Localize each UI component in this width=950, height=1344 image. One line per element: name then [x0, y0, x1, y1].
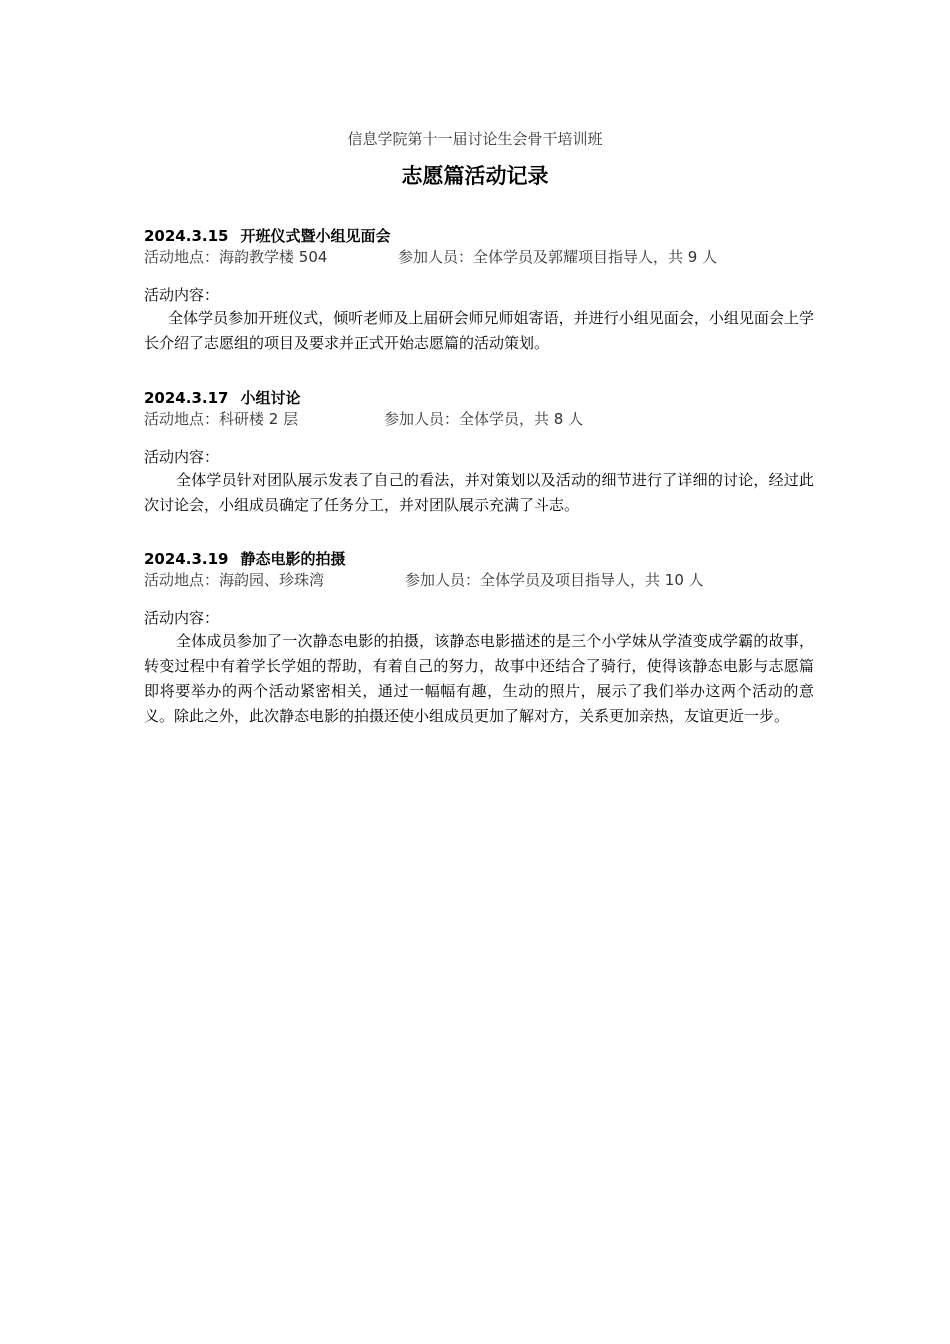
entry-content: 全体学员针对团队展示发表了自己的看法，并对策划以及活动的细节进行了详细的讨论，经过此次讨论会，小组成员确定了任务分工，并对团队展示充满了斗志。: [144, 471, 814, 514]
entry-content: 全体学员参加开班仪式，倾听老师及上届研会师兄师姐寄语，并进行小组见面会，小组见面会上学长介绍了志愿组的项目及要求并正式开始志愿篇的活动策划。: [144, 309, 814, 352]
entry-participants: 参加人员：全体学员及郭耀项目指导人，共 9 人: [398, 248, 718, 266]
activity-entry: [144, 226, 814, 356]
activity-entry: [144, 388, 814, 518]
entry-meta: [144, 246, 814, 268]
entry-location: 活动地点：海韵园、珍珠湾: [144, 571, 325, 589]
entry-participants: 参加人员：全体学员，共 8 人: [384, 410, 584, 428]
entry-heading: [144, 388, 814, 408]
entry-location: 活动地点：海韵教学楼 504: [144, 248, 328, 266]
entry-location: 活动地点：科研楼 2 层: [144, 410, 299, 428]
entry-heading: [144, 549, 814, 569]
entry-content-label: 活动内容：: [144, 286, 220, 304]
document-title: 志愿篇活动记录: [401, 164, 549, 188]
entry-date: 2024.3.15: [144, 227, 229, 245]
entry-meta: [144, 408, 814, 430]
entry-participants: 参加人员：全体学员及项目指导人，共 10 人: [405, 571, 704, 589]
document-subtitle: 信息学院第十一届讨论生会骨干培训班: [347, 130, 603, 148]
entry-heading: [144, 226, 814, 246]
entry-name: 开班仪式暨小组见面会: [240, 227, 391, 245]
entry-content-label: 活动内容：: [144, 448, 220, 466]
entry-date: 2024.3.17: [144, 389, 229, 407]
activity-entry: [144, 549, 814, 729]
entry-name: 静态电影的拍摄: [240, 550, 346, 568]
entry-meta: [144, 569, 814, 591]
entry-date: 2024.3.19: [144, 550, 229, 568]
entry-content: 全体成员参加了一次静态电影的拍摄，该静态电影描述的是三个小学妹从学渣变成学霸的故事，转变过程中有着学长学姐的帮助，有着自己的努力，故事中还结合了骑行，使得该静态电影与志愿篇即将要举办的两个活动紧密相关，通过一幅幅有趣，生动的照片，展示了我们举办这两个活动的意义。除此之外，此次静态电影的拍摄还使小组成员更加了解对方，关系更加亲热，友谊更近一步。: [144, 632, 814, 725]
entry-name: 小组讨论: [240, 389, 301, 407]
entry-content-label: 活动内容：: [144, 609, 220, 627]
